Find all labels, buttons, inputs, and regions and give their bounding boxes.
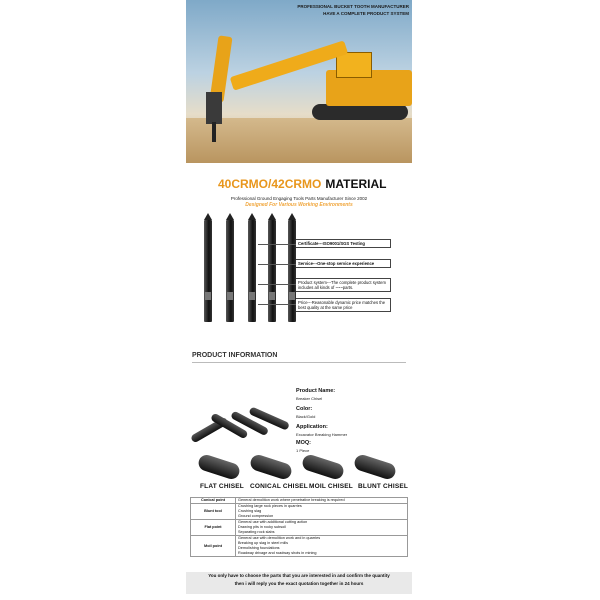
table-cell-name: Moil point	[191, 536, 236, 557]
color-value: Black/Gold	[296, 414, 316, 419]
table-cell-name: Blunt tool	[191, 504, 236, 520]
product-chisels-image	[188, 400, 298, 450]
hero-excavator-image	[186, 0, 412, 163]
table-cell-uses	[236, 536, 408, 557]
chisel-rod	[248, 220, 256, 322]
use-line: General use with additional cutting action	[238, 520, 308, 524]
table-cell-uses	[236, 520, 408, 536]
chisel-rod	[204, 220, 212, 322]
material-subtitle-2: Designed For Various Working Environments	[245, 202, 353, 208]
footer-note	[186, 572, 412, 594]
table-row	[191, 536, 408, 557]
moil-chisel-shape	[301, 453, 346, 481]
hero-ground	[186, 118, 412, 163]
material-word: MATERIAL	[325, 177, 387, 191]
material-subtitle: Professional Ground Engaging Tools Parts Manufacturer Since 2002	[230, 196, 368, 201]
heading-divider	[192, 362, 406, 363]
table-cell-uses	[236, 504, 408, 520]
callout-text: Price---Reasonable dynamic price matches the best quality at the same price	[298, 300, 386, 310]
chisel-rods-image	[200, 220, 300, 330]
chisel-rod	[226, 220, 234, 322]
table-cell-name: Conical point	[191, 498, 236, 504]
use-line: Crushing slag	[238, 509, 262, 513]
callout-text: Product system---The complete product system includes all kinds of ~~~parts.	[298, 280, 386, 290]
callout-text: Service---One-stop service experience	[298, 261, 375, 266]
slogan-line-1: PROFESSIONAL BUCKET TOOTH MANUFACTURER	[297, 4, 409, 9]
application-label: Application:	[296, 424, 328, 430]
callout-product-system	[296, 278, 391, 292]
callout-leader	[258, 244, 298, 245]
callout-leader	[258, 304, 298, 305]
use-line: Demolishing foundations	[238, 546, 280, 550]
table-row	[191, 520, 408, 536]
slogan-line-2: HAVE A COMPLETE PRODUCT SYSTEM	[323, 11, 409, 16]
color-label: Color:	[296, 406, 313, 412]
breaker-hammer	[206, 92, 222, 124]
moq-label: MOQ:	[296, 440, 311, 446]
callout-text: Certificate---ISO9001/SGS Testing	[298, 241, 365, 246]
excavator-cab	[336, 52, 372, 78]
callout-service	[296, 259, 391, 268]
chisel-rod	[268, 220, 276, 322]
callout-leader	[258, 284, 298, 285]
callout-certificate	[296, 239, 391, 248]
application-table	[190, 497, 408, 557]
moq-value: 1 Piece	[296, 448, 310, 453]
footer-line-1: You only have to choose the parts that you are interested in and confirm the quantity	[208, 573, 390, 578]
use-line: Crushing large rock pieces in quarries	[238, 504, 302, 508]
product-info-heading: PRODUCT INFORMATION	[192, 352, 278, 359]
type-label: FLAT CHISEL	[200, 483, 244, 490]
use-line: General use with demolition work and in quarries	[238, 536, 321, 540]
use-line: Ground compression	[238, 514, 274, 518]
type-label: CONICAL CHISEL	[250, 483, 308, 490]
callout-leader	[258, 264, 298, 265]
footer-line-2: then i will reply you the exact quotation together in 24 hours	[234, 581, 364, 586]
use-line: Breaking up slag in steel mills	[238, 541, 289, 545]
product-page	[186, 0, 412, 600]
table-cell-name: Flat point	[191, 520, 236, 536]
chisel-types	[186, 455, 412, 495]
conical-chisel-shape	[249, 453, 294, 481]
use-line: Separating rock slabs	[238, 530, 275, 534]
use-line: Drawing pits in rocky subsoil	[238, 525, 286, 529]
use-line: Roadway drivage and roadway shots in mining	[238, 551, 317, 555]
product-name-label: Product Name:	[296, 388, 336, 394]
hero-slogan	[297, 3, 409, 17]
chisel-rod	[288, 220, 296, 322]
application-value: Excavator Breaking Hammer	[296, 432, 348, 437]
table-row	[191, 504, 408, 520]
material-grade: 40CRMO/42CRMO	[218, 177, 322, 191]
type-label: BLUNT CHISEL	[358, 483, 409, 490]
callout-price	[296, 298, 391, 312]
use-line: General demolition work where penetrative breaking is required	[238, 498, 345, 502]
type-label: MOIL CHISEL	[309, 483, 353, 490]
hammer-chisel	[212, 122, 216, 142]
flat-chisel-shape	[197, 453, 242, 481]
material-title	[218, 177, 386, 191]
excavator-track	[312, 104, 408, 120]
blunt-chisel-shape	[353, 453, 398, 481]
product-name-value: Breaker Chisel	[296, 396, 323, 401]
material-section	[186, 172, 412, 350]
